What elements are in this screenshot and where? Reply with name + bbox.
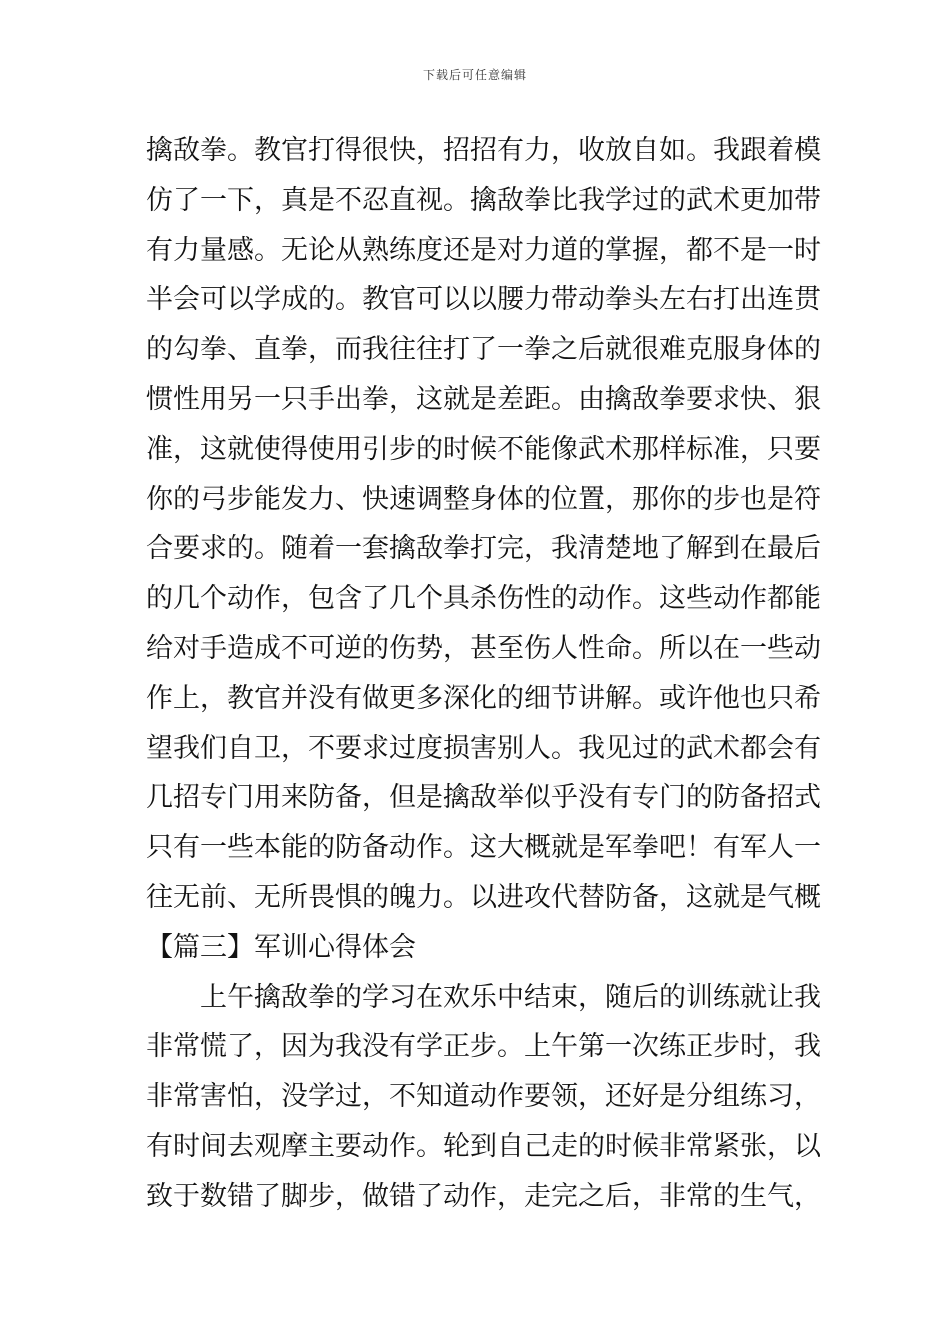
text-line: 惯性用另一只手出拳，这就是差距。由擒敌拳要求快、狠 <box>146 383 821 415</box>
text-line: 有时间去观摩主要动作。轮到自己走的时候非常紧张，以 <box>146 1130 821 1162</box>
text-line: 的几个动作，包含了几个具杀伤性的动作。这些动作都能 <box>146 583 821 615</box>
page-header: 下载后可任意编辑 <box>422 68 527 82</box>
text-line: 给对手造成不可逆的伤势，甚至伤人性命。所以在一些动 <box>146 632 821 664</box>
text-line: 作上，教官并没有做更多深化的细节讲解。或许他也只希 <box>146 682 821 714</box>
text-line: 非常害怕，没学过，不知道动作要领，还好是分组练习， <box>146 1081 821 1113</box>
text-line: 致于数错了脚步，做错了动作，走完之后，非常的生气， <box>146 1180 821 1212</box>
text-line: 合要求的。随着一套擒敌拳打完，我清楚地了解到在最后 <box>146 533 821 565</box>
text-line: 半会可以学成的。教官可以以腰力带动拳头左右打出连贯 <box>146 284 821 316</box>
text-line: 准，这就使得使用引步的时候不能像武术那样标准，只要 <box>146 433 821 465</box>
document-body <box>146 126 821 1222</box>
text-line: 几招专门用来防备，但是擒敌举似乎没有专门的防备招式 <box>146 782 821 814</box>
section-heading: 【篇三】军训心得体会 <box>146 931 416 963</box>
text-line: 擒敌拳。教官打得很快，招招有力，收放自如。我跟着模 <box>146 135 821 166</box>
paragraph-first-line: 上午擒敌拳的学习在欢乐中结束，随后的训练就让我 <box>200 981 821 1013</box>
text-line: 非常慌了，因为我没有学正步。上午第一次练正步时，我 <box>146 1031 821 1063</box>
text-line: 往无前、无所畏惧的魄力。以进攻代替防备，这就是气概 <box>146 881 821 913</box>
text-line: 只有一些本能的防备动作。这大概就是军拳吧！有军人一 <box>146 832 821 864</box>
text-line: 望我们自卫，不要求过度损害别人。我见过的武术都会有 <box>146 732 821 764</box>
text-line: 的勾拳、直拳，而我往往打了一拳之后就很难克服身体的 <box>146 334 821 366</box>
text-line: 你的弓步能发力、快速调整身体的位置，那你的步也是符 <box>146 483 821 515</box>
text-line: 有力量感。无论从熟练度还是对力道的掌握，都不是一时 <box>146 234 821 266</box>
text-line: 仿了一下，真是不忍直视。擒敌拳比我学过的武术更加带 <box>146 184 821 216</box>
